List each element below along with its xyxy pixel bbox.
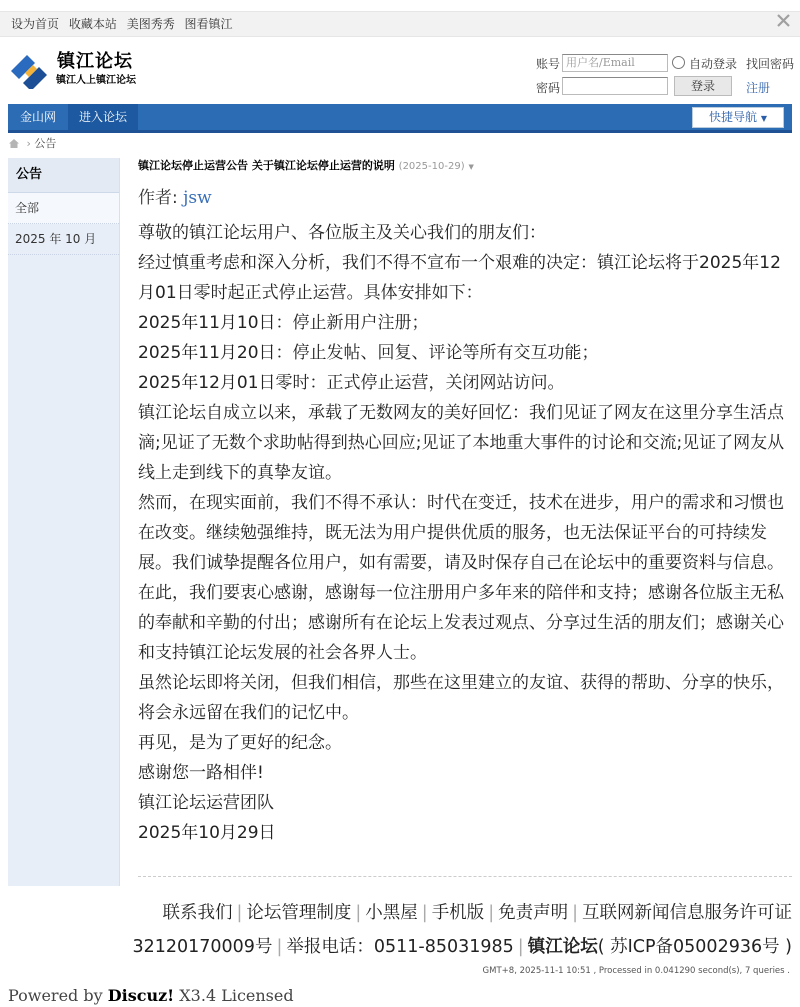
auto-login-checkbox[interactable] (672, 56, 685, 69)
body-paragraph: 2025年11月10日：停止新用户注册； (138, 313, 429, 333)
footer-stats: GMT+8, 2025-11-1 10:51 , Processed in 0.041290 second(s), 7 queries . (482, 966, 790, 976)
quick-nav-button[interactable] (692, 107, 784, 128)
body-paragraph: 2025年11月20日：停止发帖、回复、评论等所有交互功能； (138, 343, 599, 363)
body-paragraph: 感谢您一路相伴! (138, 763, 264, 783)
register-link[interactable]: 注册 (746, 81, 771, 95)
caret-down-icon: ▼ (760, 114, 767, 123)
footer-site-name[interactable]: 镇江论坛 (527, 937, 598, 957)
password-label: 密码 (536, 81, 561, 95)
find-password-link[interactable]: 找回密码 (746, 57, 795, 71)
announcement-title: 镇江论坛停止运营公告 关于镇江论坛停止运营的说明 (138, 159, 395, 172)
caret-down-icon[interactable]: ▼ (468, 163, 474, 171)
body-paragraph: 然而，在现实面前，我们不得不承认：时代在变迁，技术在进步，用户的需求和习惯也在改变。继续勉强维持，既无法为用户提供优质的服务，也无法保证平台的可持续发展。我们诚挚提醒各位用户，如有需要，请及时保存自己在论坛中的重要资料与信息。 (138, 493, 784, 573)
footer-link-blackroom[interactable]: 小黑屋 (365, 903, 418, 923)
breadcrumb-separator: › (26, 137, 31, 150)
breadcrumb (9, 137, 56, 151)
site-logo[interactable] (9, 51, 169, 93)
body-paragraph: 2025年10月29日 (138, 823, 276, 843)
top-bar (0, 11, 800, 37)
body-paragraph: 经过慎重考虑和深入分析，我们不得不宣布一个艰难的决定：镇江论坛将于2025年12月01日零时起正式停止运营。具体安排如下： (138, 253, 781, 303)
home-icon[interactable] (9, 139, 19, 148)
bookmark-link[interactable]: 收藏本站 (68, 17, 117, 31)
logo-subtitle: 镇江人上镇江论坛 (56, 75, 136, 86)
powered-suffix: X3.4 Licensed (179, 986, 294, 1005)
author-line (138, 187, 212, 209)
powered-by (8, 986, 294, 1006)
author-name[interactable]: jsw (183, 188, 212, 208)
body-paragraph: 镇江论坛运营团队 (138, 793, 274, 813)
footer-link-news-license[interactable]: 互联网新闻信息服务许可证 (582, 903, 792, 923)
nav-item-jinshan[interactable]: 金山网 (19, 110, 56, 124)
announcement-title-row (138, 159, 474, 174)
logo-mark-icon (9, 53, 49, 89)
powered-brand[interactable]: Discuz! (107, 986, 175, 1005)
footer-links: 联系我们 | 论坛管理制度 | 小黑屋 | 手机版 | 免责声明 | 互联网新闻信息服务许可证 (162, 903, 792, 923)
content-divider (138, 876, 792, 877)
footer-report-phone: 举报电话：0511-85031985 (286, 937, 514, 957)
footer-link-rules[interactable]: 论坛管理制度 (246, 903, 352, 923)
breadcrumb-current[interactable]: 公告 (34, 137, 57, 150)
body-paragraph: 镇江论坛自成立以来，承载了无数网友的美好回忆：我们见证了网友在这里分享生活点滴;见证了无数个求助帖得到热心回应;见证了本地重大事件的讨论和交流;见证了网友从线上走到线下的真挚友谊。 (138, 403, 785, 483)
sidebar-item-all[interactable]: 全部 (8, 193, 119, 224)
top-links (11, 15, 239, 33)
body-paragraph: 再见，是为了更好的纪念。 (138, 733, 342, 753)
footer-link-mobile[interactable]: 手机版 (431, 903, 485, 923)
quick-nav-label: 快捷导航 (709, 110, 758, 124)
announcement-date: (2025-10-29) (398, 161, 465, 172)
logo-title: 镇江论坛 (57, 51, 133, 72)
footer-icp[interactable]: ( 苏ICP备05002936号 ) (597, 937, 792, 957)
meitu-link[interactable]: 美图秀秀 (126, 17, 175, 31)
login-button[interactable]: 登录 (674, 76, 732, 96)
footer-license-no: 32120170009号 (132, 937, 273, 957)
password-input[interactable] (562, 77, 668, 95)
announcement-body (138, 218, 794, 848)
picture-zhenjiang-link[interactable]: 图看镇江 (184, 17, 233, 31)
powered-prefix: Powered by (8, 986, 103, 1005)
footer-info: 32120170009号 | 举报电话：0511-85031985 | 镇江论坛( 苏ICP备05002936号 ) (132, 937, 792, 957)
body-paragraph: 在此，我们要衷心感谢，感谢每一位注册用户多年来的陪伴和支持；感谢各位版主无私的奉献和辛勤的付出；感谢所有在论坛上发表过观点、分享过生活的朋友们；感谢关心和支持镇江论坛发展的社会各界人士。 (138, 583, 784, 663)
author-label: 作者: (138, 188, 178, 208)
footer-link-disclaimer[interactable]: 免责声明 (498, 903, 569, 923)
sidebar-item-2025-10[interactable]: 2025 年 10 月 (8, 224, 119, 255)
body-paragraph: 虽然论坛即将关闭，但我们相信，那些在这里建立的友谊、获得的帮助、分享的快乐，将会永远留在我们的记忆中。 (138, 673, 784, 723)
body-paragraph: 2025年12月01日零时：正式停止运营，关闭网站访问。 (138, 373, 565, 393)
account-label: 账号 (536, 57, 561, 71)
nav-item-forum[interactable]: 进入论坛 (68, 104, 138, 130)
footer-link-contact[interactable]: 联系我们 (162, 903, 233, 923)
close-icon[interactable] (777, 14, 790, 31)
body-paragraph: 尊敬的镇江论坛用户、各位版主及关心我们的朋友们： (138, 223, 546, 243)
announcement-sidebar (8, 158, 120, 886)
sidebar-heading: 公告 (8, 158, 119, 193)
set-homepage-link[interactable]: 设为首页 (11, 17, 60, 31)
username-input[interactable]: 用户名/Email (562, 54, 668, 72)
main-nav (8, 104, 792, 133)
auto-login-label: 自动登录 (689, 57, 738, 71)
